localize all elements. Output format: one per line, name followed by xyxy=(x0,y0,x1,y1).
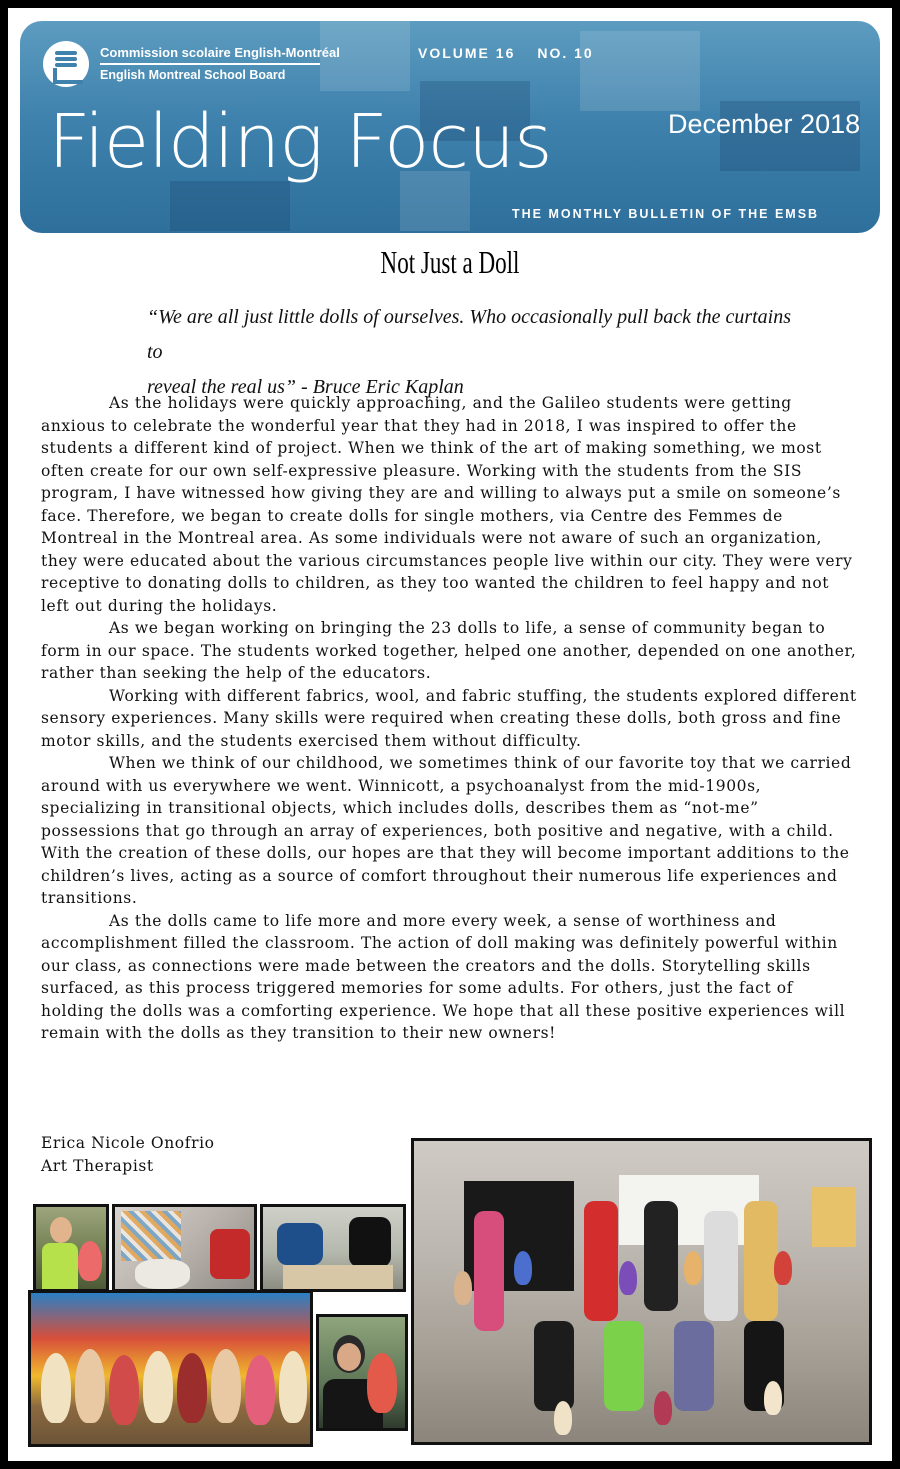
article-body xyxy=(41,392,861,1045)
author-title: Art Therapist xyxy=(41,1156,154,1175)
volume-label: VOLUME 16 xyxy=(418,45,516,61)
quote-line-1: “We are all just little dolls of ourselves. Who occasionally pull back the curtains to xyxy=(147,306,792,363)
paragraph: As we began working on bringing the 23 dolls to life, a sense of community began to form in our space. The students worked together, helped one another, depended on one another, rather than seeking the help of the educators. xyxy=(41,619,857,682)
photo-sewing-fabric xyxy=(112,1204,257,1292)
author-name: Erica Nicole Onofrio xyxy=(41,1134,215,1152)
newsletter-page xyxy=(8,8,892,1461)
epigraph-quote xyxy=(147,300,807,405)
quote-line-2: reveal the real us” - Bruce Eric Kaplan xyxy=(147,376,464,398)
org-divider xyxy=(100,63,320,65)
issue-date: December 2018 xyxy=(668,109,861,139)
masthead-banner xyxy=(20,21,880,233)
paragraph: As the dolls came to life more and more every week, a sense of worthiness and accomplishment filled the classroom. The action of doll making was definitely powerful within our class, as connections were made between the creators and the dolls. Storytelling skills surfaced, as this process triggered memories for some adults. For others, just the fact of holding the dolls was a comforting experience. We hope that all these positive experiences will remain with the dolls as they transition to their new owners! xyxy=(41,911,846,1042)
article-headline: Not Just a Doll xyxy=(380,244,520,280)
paragraph: As the holidays were quickly approaching, and the Galileo students were getting anxious to celebrate the wonderful year that they had in 2018, I was inspired to offer the students a different kind of project. When we think of the art of making something, we most often create for our own self-expressive pleasure. Working with the students from the SIS program, I have witnessed how giving they are and willing to always put a smile on someone’s face. Therefore, we began to create dolls for single mothers, via Centre des Femmes de Montreal in the Montreal area. As some individuals were not aware of such an organization, they were educated about the various circumstances people live within our city. They were very receptive to donating dolls to children, as they too wanted the children to feel happy and not left out during the holidays. xyxy=(41,394,853,615)
issue-number: NO. 10 xyxy=(537,45,594,61)
photo-students-working xyxy=(260,1204,406,1292)
issue-info xyxy=(418,45,616,61)
photo-educator-with-doll xyxy=(316,1314,408,1431)
paragraph: Working with different fabrics, wool, and fabric stuffing, the students explored different sensory experiences. Many skills were required when creating these dolls, both gross and fine motor skills, and the students exercised them without difficulty. xyxy=(41,686,857,750)
paragraph: When we think of our childhood, we sometimes think of our favorite toy that we carried around with us everywhere we went. Winnicott, a psychoanalyst from the mid-1900s, specializing in transitional objects, which includes dolls, describes them as “not-me” possessions that go through an array of experiences, both positive and negative, with a child. With the creation of these dolls, our hopes are that they will become important additions to the children’s lives, acting as a source of comfort throughout their numerous life experiences and transitions. xyxy=(41,754,852,907)
emsb-logo-icon xyxy=(43,41,89,87)
org-name-english: English Montreal School Board xyxy=(100,68,286,82)
photo-dolls-mural xyxy=(28,1290,313,1447)
photo-student-with-doll xyxy=(33,1204,109,1292)
author-signature xyxy=(41,1132,215,1177)
newsletter-title: Fielding Focus xyxy=(48,99,552,185)
photo-group-with-dolls xyxy=(411,1138,872,1445)
org-name-french: Commission scolaire English-Montréal xyxy=(100,45,340,60)
tagline: THE MONTHLY BULLETIN OF THE EMSB xyxy=(512,207,820,221)
